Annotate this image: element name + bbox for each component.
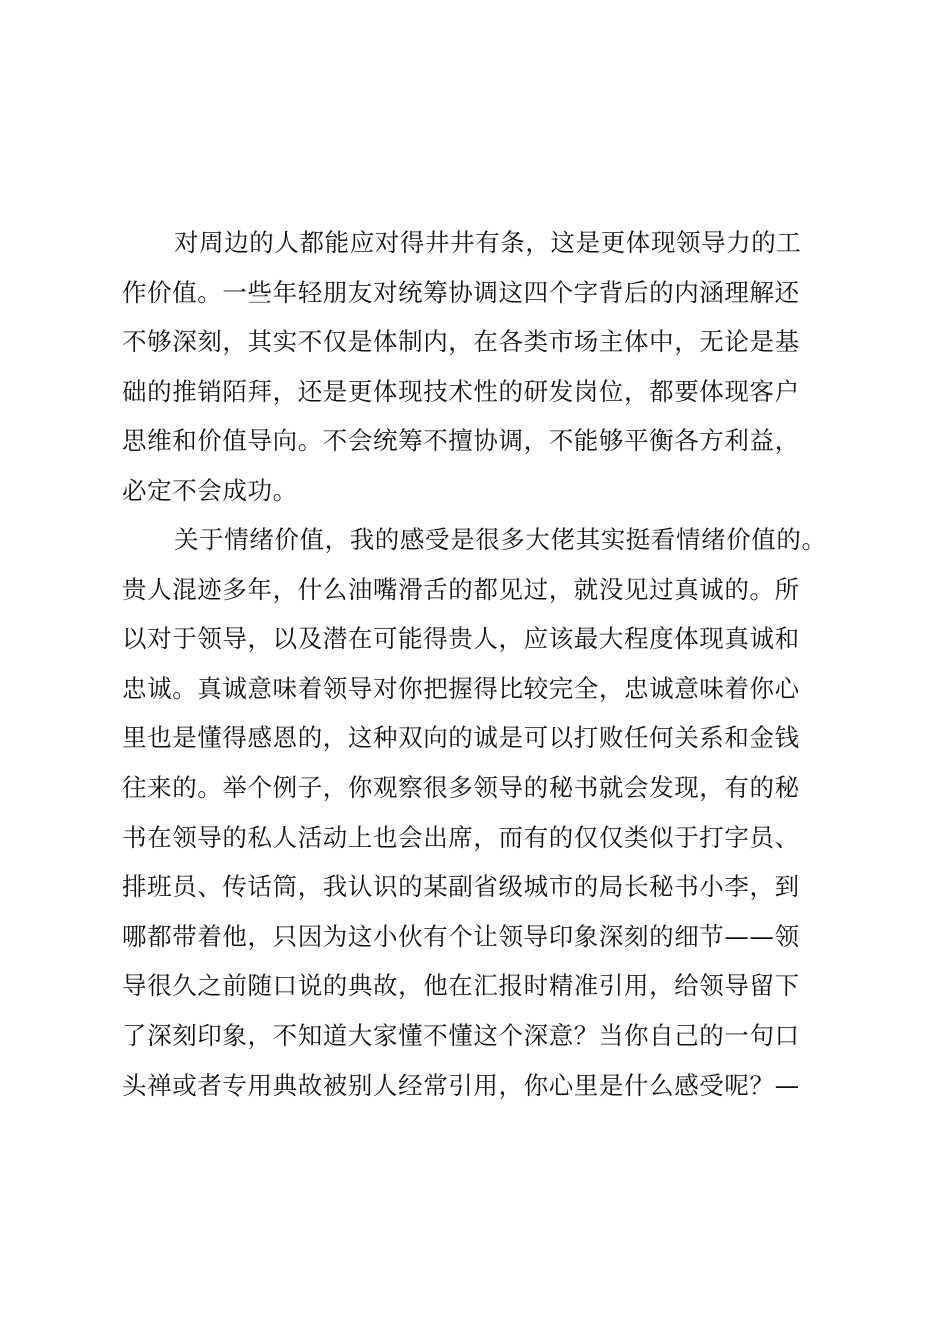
text-line: 导很久之前随口说的典故，他在汇报时精准引用，给领导留下 bbox=[122, 971, 800, 1001]
text-line: 排班员、传话筒，我认识的某副省级城市的局长秘书小李，到 bbox=[122, 872, 800, 902]
text-line: 里也是懂得感恩的，这种双向的诚是可以打败任何关系和金钱 bbox=[122, 723, 800, 753]
text-line: 础的推销陌拜，还是更体现技术性的研发岗位，都要体现客户 bbox=[122, 376, 800, 406]
text-line: 书在领导的私人活动上也会出席，而有的仅仅类似于打字员、 bbox=[122, 822, 800, 852]
text-line: 以对于领导，以及潜在可能得贵人，应该最大程度体现真诚和 bbox=[122, 624, 800, 654]
text-line: 思维和价值导向。不会统筹不擅协调，不能够平衡各方利益， bbox=[122, 426, 800, 456]
text-line: 了深刻印象，不知道大家懂不懂这个深意？当你自己的一句口 bbox=[122, 1020, 800, 1050]
text-line: 贵人混迹多年，什么油嘴滑舌的都见过，就没见过真诚的。所 bbox=[122, 574, 800, 604]
text-line: 作价值。一些年轻朋友对统筹协调这四个字背后的内涵理解还 bbox=[122, 277, 800, 307]
text-line: 对周边的人都能应对得井井有条，这是更体现领导力的工 bbox=[174, 228, 802, 257]
text-line: 关于情绪价值，我的感受是很多大佬其实挺看情绪价值的。 bbox=[174, 525, 827, 554]
text-line: 往来的。举个例子，你观察很多领导的秘书就会发现，有的秘 bbox=[122, 772, 800, 802]
text-line: 忠诚。真诚意味着领导对你把握得比较完全，忠诚意味着你心 bbox=[122, 673, 800, 703]
text-line: 必定不会成功。 bbox=[122, 475, 298, 505]
text-line: 头禅或者专用典故被别人经常引用，你心里是什么感受呢？— bbox=[122, 1070, 800, 1100]
text-line: 不够深刻，其实不仅是体制内，在各类市场主体中，无论是基 bbox=[122, 327, 800, 357]
text-line: 哪都带着他，只因为这小伙有个让领导印象深刻的细节——领 bbox=[122, 921, 800, 951]
paragraph-emotional-value bbox=[122, 515, 827, 1110]
paragraph-teamwork bbox=[122, 218, 822, 516]
